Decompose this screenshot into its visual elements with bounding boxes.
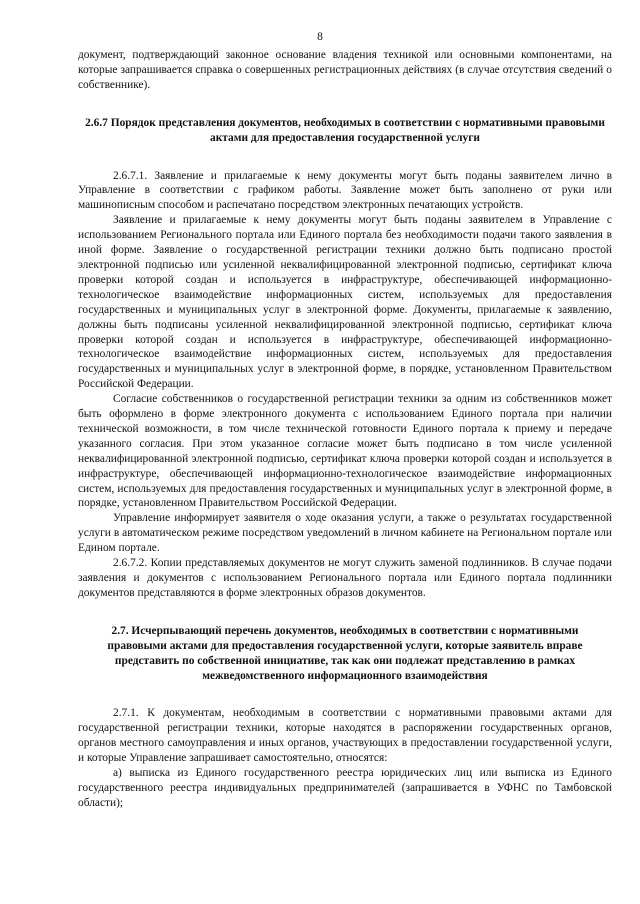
paragraph: 2.6.7.1. Заявление и прилагаемые к нему документы могут быть поданы заявителем лично в Управление в соответствии с графиком работы. Заявление может быть заполнено от руки или машинописным способом и распечатано посредством электронных печатающих устройств. — [78, 169, 612, 212]
section-heading-2-7: 2.7. Исчерпывающий перечень документов, необходимых в соответствии с нормативными правовыми актами для предоставления государственной услуги, которые заявитель вправе представить по собственной инициативе, так как они подлежат представлению в рамках межведомственного информационного взаимодействия — [107, 624, 583, 682]
paragraph: 2.7.1. К документам, необходимым в соответствии с нормативными правовыми актами для государственной регистрации техники, которые находятся в распоряжении государственных органов, органов местного самоуправления и иных органов, участвующих в предоставлении государственной услуги, и которые Управление запрашивает самостоятельно, относятся: — [78, 707, 612, 765]
paragraph-continuation: документ, подтверждающий законное основание владения техникой или основными компонентами, на которые запрашивается справка о совершенных регистрационных действиях (в случае отсутствия сведений о собственнике). — [78, 49, 612, 91]
paragraph: 2.6.7.2. Копии представляемых документов не могут служить заменой подлинников. В случае подачи заявления и документов с использованием Регионального портала или Единого портала подлинники документов представляются в форме электронных образов документов. — [78, 557, 612, 599]
paragraph: Заявление и прилагаемые к нему документы могут быть поданы заявителем в Управление с использованием Регионального портала или Единого портала без необходимости подачи такого заявления в иной форме. Заявление о государственной регистрации техники должно быть подписано простой электронной подписью или усиленной неквалифицированной электронной подписью, сертификат ключа проверки которой создан и используется в инфраструктуре, обеспечивающей информационно-технологическое взаимодействие информационных систем, используемых для предоставления государственных и муниципальных услуг в электронной форме. Документы, прилагаемые к заявлению, должны быть подписаны усиленной неквалифицированной электронной подписью, сертификат ключа проверки которой создан и используется в инфраструктуре, обеспечивающей информационно-технологическое взаимодействие информационных систем, используемых для предоставления государственных и муниципальных услуг в электронной форме, в порядке, установленном Правительством Российской Федерации. — [78, 214, 612, 391]
section-heading-2-6-7: 2.6.7 Порядок представления документов, необходимых в соответствии с нормативными правовыми актами для предоставления государственной услуги — [85, 116, 605, 144]
page-number: 8 — [317, 31, 323, 43]
paragraph: Управление информирует заявителя о ходе оказания услуги, а также о результатах государственной услуги в автоматическом режиме посредством уведомлений в личном кабинете на Региональном портале или Едином портале. — [78, 512, 612, 555]
paragraph-list-item-a: а) выписка из Единого государственного реестра юридических лиц или выписка из Единого государственного реестра индивидуальных предпринимателей (запрашивается в УФНС по Тамбовской области); — [78, 767, 612, 809]
paragraph: Согласие собственников о государственной регистрации техники за одним из собственников может быть оформлено в форме электронного документа с использованием Единого портала при наличии технической возможности, в том числе технической готовности Единого портала к приему и передаче указанного согласия. При этом указанное согласие может быть подписано в том числе усиленной неквалифицированной электронной подписью, сертификат ключа проверки которой создан и используется в инфраструктуре, обеспечивающей информационно-технологическое взаимодействие информационных систем, используемых для предоставления государственных и муниципальных услуг в электронной форме, в порядке, установленном Правительством Российской Федерации. — [78, 393, 612, 510]
page-content — [78, 48, 612, 811]
